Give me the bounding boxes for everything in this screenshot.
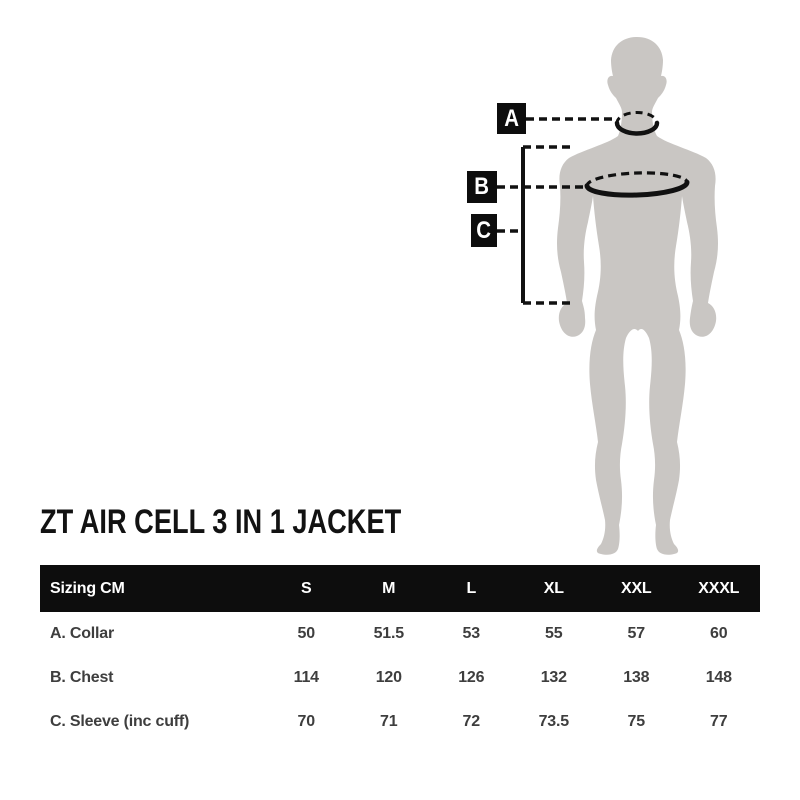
table-row-chest [40, 656, 760, 700]
collar-value-l: 53 [462, 625, 480, 642]
sleeve-value-xl: 73.5 [538, 713, 569, 730]
column-header-xl: XL [543, 579, 564, 597]
chest-value-m: 120 [375, 669, 402, 686]
collar-value-xxl: 57 [627, 625, 645, 642]
collar-value-m: 51.5 [373, 625, 404, 642]
collar-value-xl: 55 [545, 625, 563, 642]
sleeve-value-xxxl: 77 [710, 713, 728, 730]
sleeve-value-xxl: 75 [627, 713, 645, 730]
chest-value-s: 114 [293, 669, 319, 686]
collar-label-badge [497, 103, 526, 134]
chest-label-badge [467, 171, 497, 203]
table-header-row [40, 565, 760, 612]
chest-value-xl: 132 [540, 669, 567, 686]
sleeve-label-badge [471, 214, 497, 247]
chest-value-xxl: 138 [623, 669, 650, 686]
row-label-collar: A. Collar [50, 625, 114, 642]
row-label-sleeve: C. Sleeve (inc cuff) [50, 713, 190, 730]
product-title: ZT AIR CELL 3 IN 1 JACKET [40, 503, 402, 541]
sleeve-value-m: 71 [380, 713, 398, 730]
table-row-sleeve [40, 700, 760, 744]
sleeve-value-s: 70 [297, 713, 315, 730]
sleeve-value-l: 72 [462, 713, 480, 730]
size-table [40, 565, 760, 744]
column-header-m: M [382, 579, 396, 597]
chest-value-l: 126 [458, 669, 485, 686]
column-header-xxl: XXL [620, 579, 652, 597]
column-header-l: L [466, 579, 477, 597]
collar-value-xxxl: 60 [710, 625, 728, 642]
table-row-collar [40, 612, 760, 656]
column-header-sizing: Sizing CM [50, 579, 125, 597]
human-figure-silhouette [557, 37, 718, 555]
collar-value-s: 50 [297, 625, 315, 642]
chest-label-text: B [474, 173, 490, 200]
sleeve-label-text: C [476, 216, 492, 244]
collar-label-text: A [504, 104, 519, 132]
row-label-chest: B. Chest [50, 669, 114, 686]
column-header-xxxl: XXXL [698, 579, 740, 597]
chest-value-xxxl: 148 [705, 669, 732, 686]
column-header-s: S [301, 579, 312, 597]
